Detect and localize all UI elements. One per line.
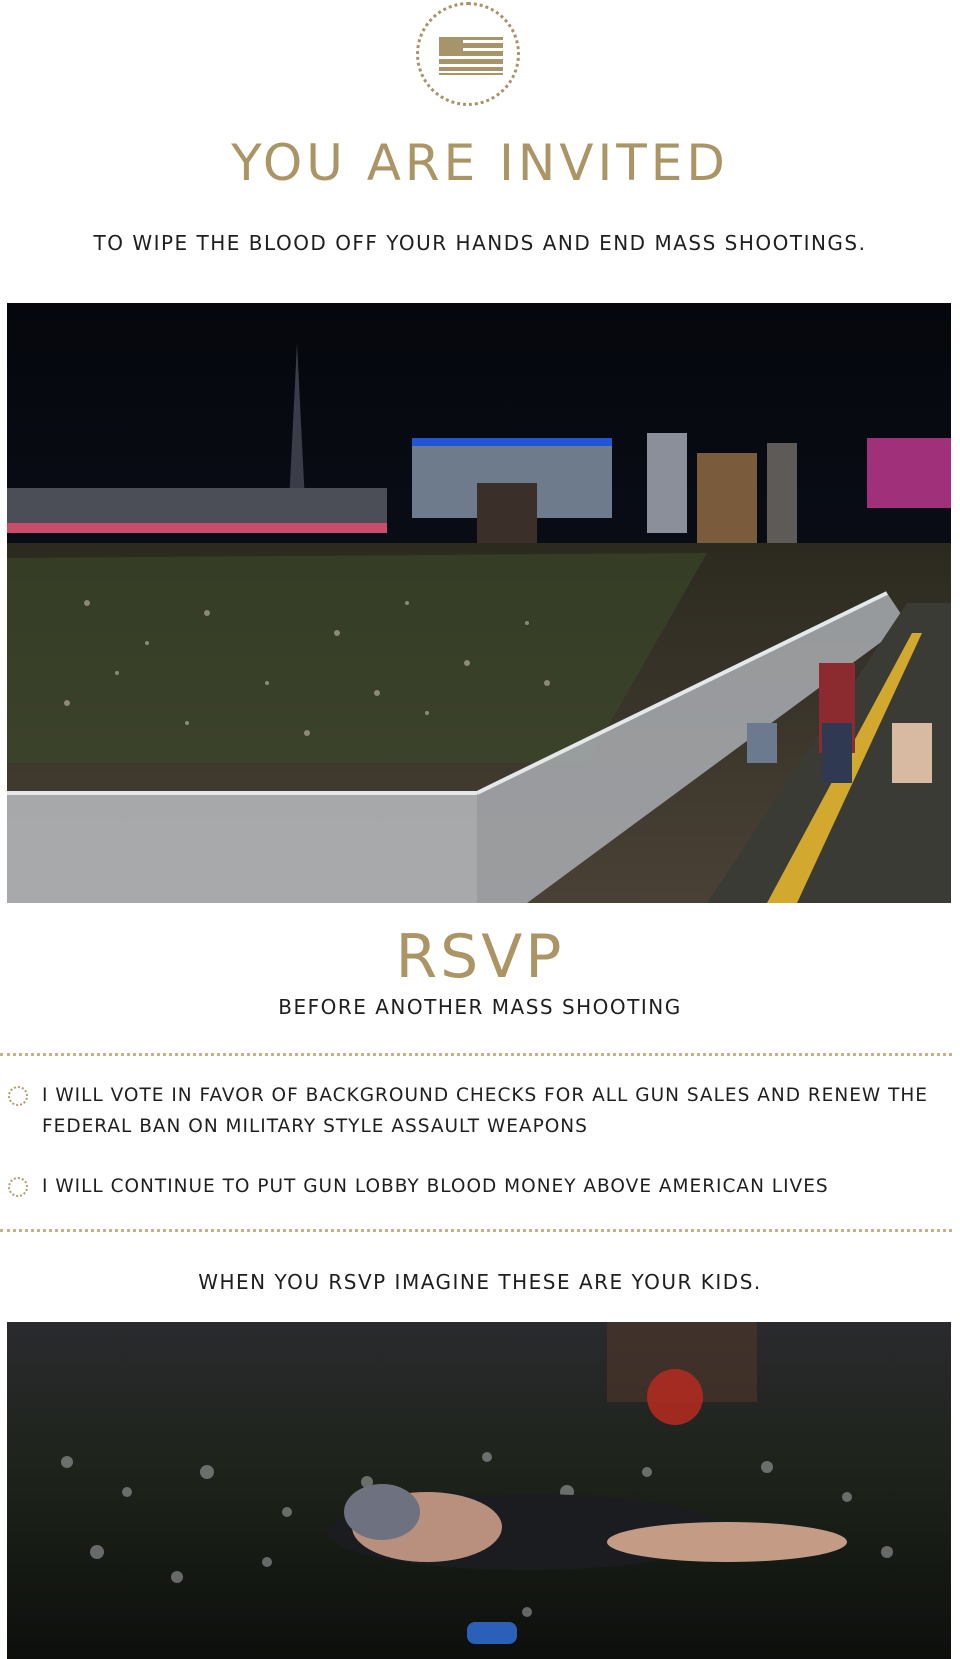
rsvp-subheading: BEFORE ANOTHER MASS SHOOTING: [278, 995, 682, 1019]
invitation-subtitle: TO WIPE THE BLOOD OFF YOUR HANDS AND END MASS SHOOTINGS.: [93, 231, 867, 255]
flag-seal: [416, 2, 520, 106]
invitation-title: YOU ARE INVITED: [231, 134, 729, 192]
rsvp-option-label: I WILL VOTE IN FAVOR OF BACKGROUND CHECKS FOR ALL GUN SALES AND RENEW THE FEDERAL BAN ON MILITARY STYLE ASSAULT WEAPONS: [42, 1085, 928, 1137]
rsvp-option-gun-lobby-money[interactable]: [8, 1171, 952, 1202]
us-flag-icon: [439, 37, 503, 75]
victim-photo: [7, 1322, 951, 1659]
closing-text: WHEN YOU RSVP IMAGINE THESE ARE YOUR KIDS.: [198, 1270, 762, 1294]
dotted-divider: [0, 1229, 952, 1232]
festival-grounds-photo: [7, 303, 951, 903]
rsvp-heading: RSVP: [395, 922, 565, 992]
radio-button[interactable]: [8, 1086, 28, 1106]
rsvp-option-label: I WILL CONTINUE TO PUT GUN LOBBY BLOOD MONEY ABOVE AMERICAN LIVES: [42, 1176, 829, 1197]
rsvp-option-vote-background-checks[interactable]: [8, 1080, 952, 1142]
radio-button[interactable]: [8, 1177, 28, 1197]
dotted-divider: [0, 1053, 952, 1056]
